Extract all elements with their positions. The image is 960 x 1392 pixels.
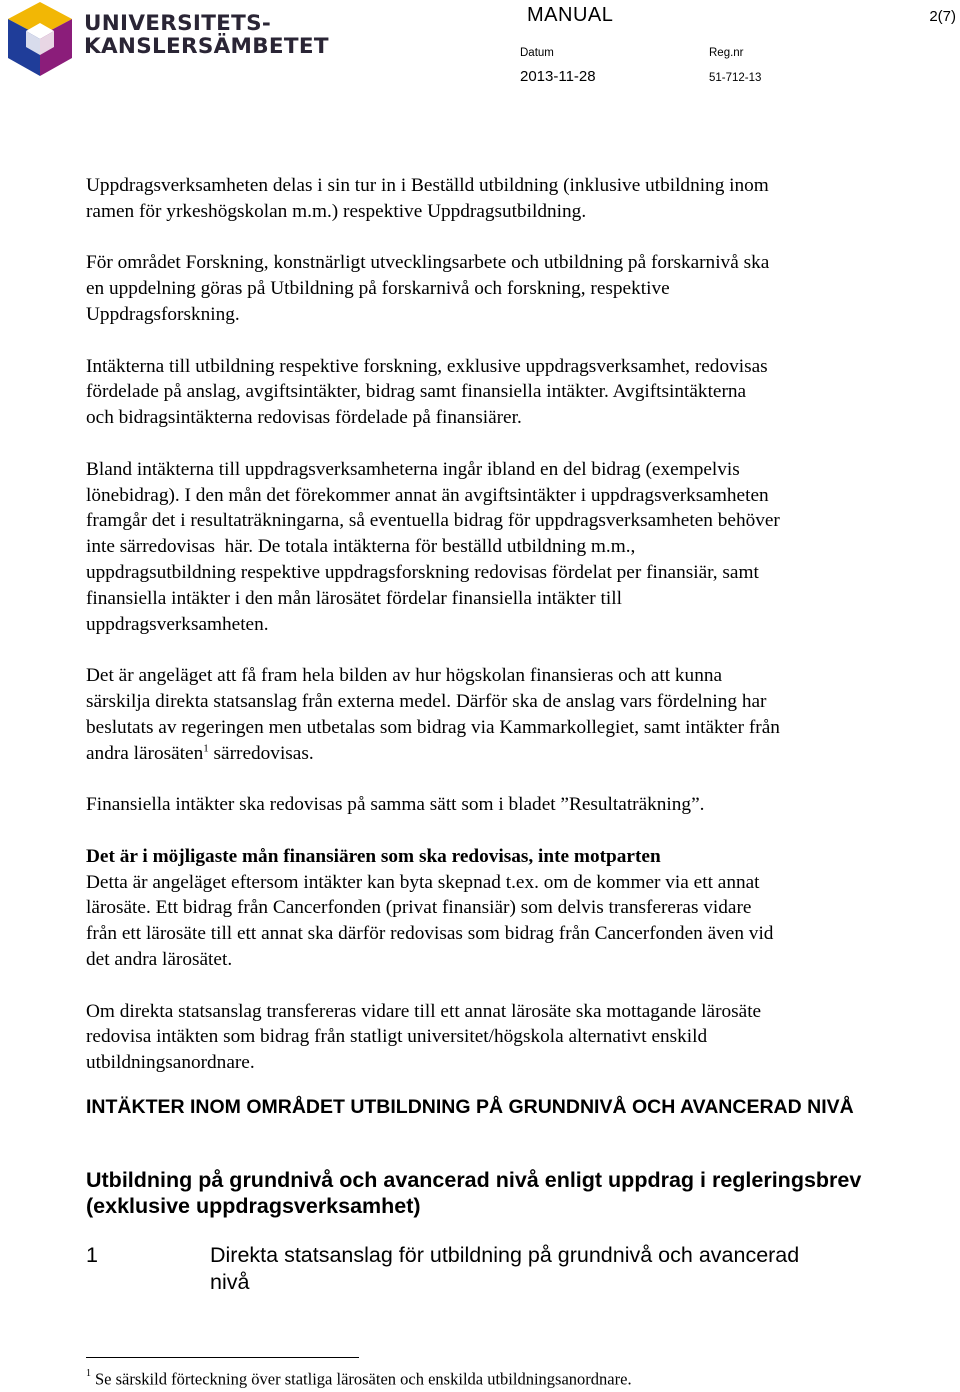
paragraph-line: Detta är angeläget eftersom intäkter kan byta skepnad t.ex. om de kommer via ett annat xyxy=(86,871,760,893)
paragraph-text: särredovisas. xyxy=(208,742,314,764)
page-header xyxy=(0,0,960,100)
footnote-marker: 1 xyxy=(86,1368,91,1379)
paragraph-line: Intäkterna till utbildning respektive forskning, exklusive uppdragsverksamhet, redovisas xyxy=(86,355,768,377)
document-type: MANUAL xyxy=(527,4,614,26)
paragraph-text: andra lärosäten xyxy=(86,742,204,764)
date-value: 2013-11-28 xyxy=(520,68,596,85)
paragraph-line: Uppdragsverksamheten delas i sin tur in i Beställd utbildning (inklusive utbildning inom xyxy=(86,175,769,196)
org-name-line2: KANSLERSÄMBETET xyxy=(84,34,329,59)
reg-value: 51-712-13 xyxy=(709,72,762,84)
paragraph-4 xyxy=(86,457,886,638)
paragraph-line: uppdragsverksamheten. xyxy=(86,613,269,635)
paragraph-line: För området Forskning, konstnärligt utvecklingsarbete och utbildning på forskarnivå ska xyxy=(86,252,770,274)
paragraph-line: Uppdragsforskning. xyxy=(86,303,240,325)
paragraph-line: Bland intäkterna till uppdragsverksamheterna ingår ibland en del bidrag (exempelvis xyxy=(86,458,740,480)
paragraph-line: det andra lärosätet. xyxy=(86,948,233,970)
footnote-text: Se särskild förteckning över statliga lärosäten och enskilda utbildningsanordnare. xyxy=(95,1369,632,1389)
reg-label: Reg.nr xyxy=(709,47,744,59)
paragraph-2 xyxy=(86,250,886,327)
footnote xyxy=(86,1366,632,1390)
paragraph-line: inte särredovisas här. De totala intäkterna för beställd utbildning m.m., xyxy=(86,536,636,558)
subsection-heading: Utbildning på grundnivå och avancerad nivå enligt uppdrag i regleringsbrev (exklusive uppdragsverksamhet) xyxy=(86,1168,862,1218)
paragraph-line xyxy=(86,741,886,767)
item-text: Direkta statsanslag för utbildning på grundnivå och avancerad nivå xyxy=(210,1243,800,1294)
paragraph-6 xyxy=(86,792,886,818)
paragraph-line: särskilja direkta statsanslag från externa medel. Därför ska de anslag vars fördelning har xyxy=(86,690,767,712)
paragraph-line: Finansiella intäkter ska redovisas på samma sätt som i bladet ”Resultaträkning”. xyxy=(86,794,705,816)
paragraph-7 xyxy=(86,844,886,973)
paragraph-line: ramen för yrkeshögskolan m.m.) respektive Uppdragsutbildning. xyxy=(86,200,587,222)
university-chancellor-logo xyxy=(6,2,74,76)
paragraph-line: finansiella intäkter i den mån lärosätet fördelar finansiella intäkter till xyxy=(86,587,622,609)
date-label: Datum xyxy=(520,47,554,59)
paragraph-line: redovisa intäkten som bidrag från statligt universitet/högskola alternativt enskild xyxy=(86,1026,708,1048)
paragraph-line: Om direkta statsanslag transfereras vidare till ett annat lärosäte ska mottagande lärosäte xyxy=(86,1000,762,1022)
paragraph-line: utbildningsanordnare. xyxy=(86,1052,255,1074)
footnote-reference[interactable]: 1 xyxy=(203,742,209,755)
paragraph-line: och bidragsintäkterna redovisas fördelade på finansiärer. xyxy=(86,407,522,429)
item-number: 1 xyxy=(86,1243,98,1267)
paragraph-heading: Det är i möjligaste mån finansiären som ska redovisas, inte motparten xyxy=(86,845,661,867)
paragraph-line: uppdragsutbildning respektive uppdragsforskning redovisas fördelat per finansiär, samt xyxy=(86,561,759,583)
paragraph-line: lönebidrag). I den mån det förekommer annat än avgiftsintäkter i uppdragsverksamheten xyxy=(86,484,769,506)
paragraph-5 xyxy=(86,663,886,766)
paragraph-line: från ett lärosäte till ett annat ska därför redovisas som bidrag från Cancerfonden även vid xyxy=(86,923,774,945)
paragraph-line: en uppdelning göras på Utbildning på forskarnivå och forskning, respektive xyxy=(86,278,670,300)
paragraph-3 xyxy=(86,354,886,431)
org-name xyxy=(84,12,329,58)
paragraph-line: lärosäte. Ett bidrag från Cancerfonden (privat finansiär) som delvis transfereras vidare xyxy=(86,897,752,919)
footnote-divider xyxy=(86,1357,359,1358)
paragraph-line: framgår det i resultaträkningarna, så eventuella bidrag för uppdragsverksamheten behöver xyxy=(86,510,780,532)
section-heading: INTÄKTER INOM OMRÅDET UTBILDNING PÅ GRUNDNIVÅ OCH AVANCERAD NIVÅ xyxy=(86,1096,854,1118)
paragraph-line: Det är angeläget att få fram hela bilden av hur högskolan finansieras och att kunna xyxy=(86,665,723,687)
document-body xyxy=(86,173,886,1102)
paragraph-line: beslutats av regeringen men utbetalas som bidrag via Kammarkollegiet, samt intäkter från xyxy=(86,716,780,738)
paragraph-1 xyxy=(86,173,886,225)
page-number: 2(7) xyxy=(929,8,956,25)
paragraph-8 xyxy=(86,999,886,1076)
paragraph-line: fördelade på anslag, avgiftsintäkter, bidrag samt finansiella intäkter. Avgiftsintäkterna xyxy=(86,381,747,403)
org-name-line1: UNIVERSITETS- xyxy=(84,11,272,36)
